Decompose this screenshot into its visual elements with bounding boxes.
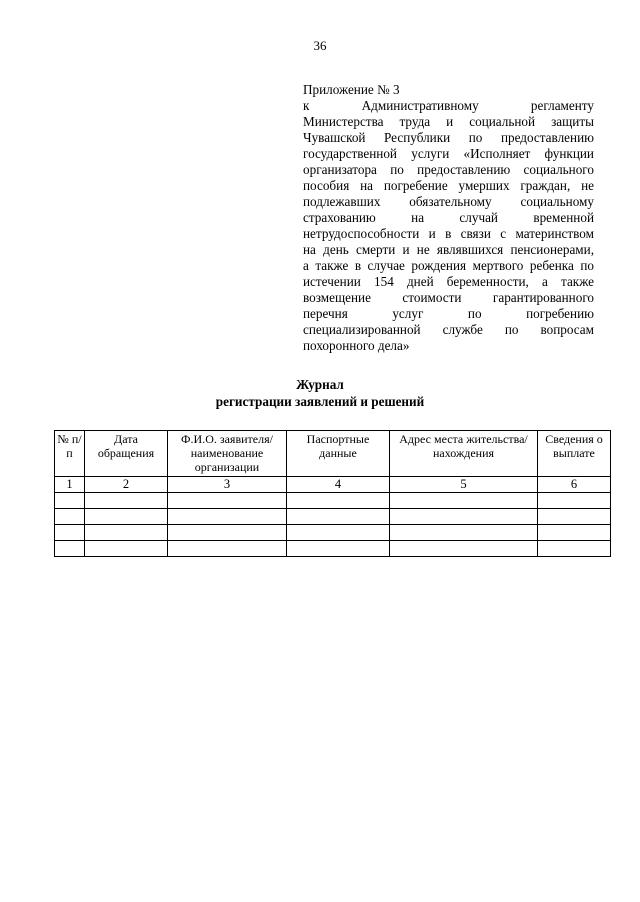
appendix-line: организатора по предоставлению социального [303, 162, 594, 177]
column-header-applicant: Ф.И.О. заявителя/ наименование организации [168, 431, 287, 477]
column-header-payment: Сведения о выплате [538, 431, 611, 477]
appendix-line: нетрудоспособности и в связи с материнством [303, 226, 594, 241]
table-cell [85, 525, 168, 541]
appendix-line: к Административному регламенту [303, 98, 594, 113]
table-cell [85, 541, 168, 557]
table-row [55, 493, 611, 509]
table-cell [287, 525, 390, 541]
appendix-line: специализированной службе по вопросам [303, 322, 594, 337]
table-cell [390, 493, 538, 509]
table-cell [168, 541, 287, 557]
table-cell [538, 493, 611, 509]
column-number: 6 [538, 477, 611, 493]
column-header-passport: Паспортные данные [287, 431, 390, 477]
table-cell [168, 525, 287, 541]
table-row [55, 525, 611, 541]
page-number: 36 [313, 38, 327, 53]
table-row [55, 509, 611, 525]
column-number: 3 [168, 477, 287, 493]
table-cell [390, 509, 538, 525]
table-row [55, 541, 611, 557]
column-number-row [55, 477, 611, 493]
appendix-line: подлежавших обязательному социальному [303, 194, 594, 209]
appendix-line: страхованию на случай временной [303, 210, 594, 225]
appendix-block [303, 82, 594, 354]
column-number: 5 [390, 477, 538, 493]
table-cell [85, 509, 168, 525]
appendix-line: Министерства труда и социальной защиты [303, 114, 594, 129]
column-header-date: Дата обращения [85, 431, 168, 477]
table-cell [390, 541, 538, 557]
table-cell [85, 493, 168, 509]
table-cell [55, 509, 85, 525]
table-cell [55, 525, 85, 541]
table-cell [287, 509, 390, 525]
column-number: 4 [287, 477, 390, 493]
table-header-row [55, 431, 611, 477]
table-cell [168, 493, 287, 509]
appendix-line: истечении 154 дней беременности, а также [303, 274, 594, 289]
table-cell [287, 541, 390, 557]
table-cell [538, 541, 611, 557]
table-cell [538, 525, 611, 541]
appendix-line: государственной услуги «Исполняет функции [303, 146, 594, 161]
column-number: 2 [85, 477, 168, 493]
appendix-line: пособия на погребение умерших граждан, не [303, 178, 594, 193]
table-cell [55, 541, 85, 557]
appendix-line: а также в случае рождения мертвого ребенка по [303, 258, 594, 273]
column-header-address: Адрес места жительства/нахождения [390, 431, 538, 477]
table-cell [287, 493, 390, 509]
journal-table [54, 430, 611, 557]
column-number: 1 [55, 477, 85, 493]
appendix-line: Приложение № 3 [303, 82, 400, 97]
appendix-line: Чувашской Республики по предоставлению [303, 130, 594, 145]
appendix-line: перечня услуг по погребению [303, 306, 594, 321]
table-cell [390, 525, 538, 541]
table-cell [55, 493, 85, 509]
table-cell [538, 509, 611, 525]
appendix-line: похоронного дела» [303, 338, 410, 353]
table-cell [168, 509, 287, 525]
appendix-line: возмещение стоимости гарантированного [303, 290, 594, 305]
journal-title: Журнал [296, 377, 344, 392]
appendix-line: на день смерти и не являвшихся пенсионерами, [303, 242, 594, 257]
column-header-number: № п/п [55, 431, 85, 477]
journal-subtitle: регистрации заявлений и решений [215, 394, 425, 409]
